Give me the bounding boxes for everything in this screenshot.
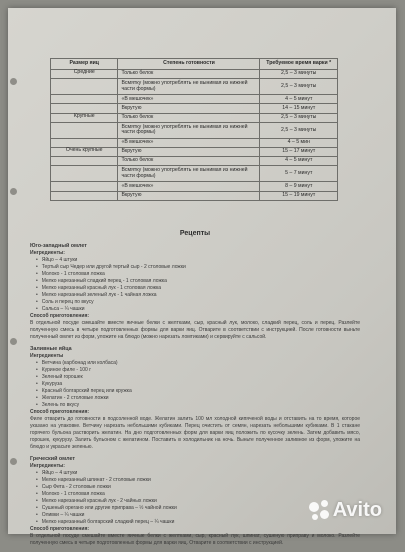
- ingredients-label: Ингредиенты: [30, 353, 64, 359]
- table-cell-size: [51, 104, 118, 113]
- ingredient-item: • Яйцо – 4 штуки: [36, 257, 360, 264]
- ingredient-item: • Мелко нарезанный красный лук - 1 столовая ложка: [36, 285, 360, 292]
- table-cell-size: [51, 79, 118, 95]
- ingredient-item: • Сыр Фета - 2 столовые ложки: [36, 484, 360, 491]
- table-row: [51, 95, 338, 104]
- table-cell-degree: «В мешочек»: [118, 95, 260, 104]
- recipe-title: Юго-западный омлет: [30, 243, 87, 249]
- ingredient-item: • Ветчина (карбонад или колбаса): [36, 360, 360, 367]
- table-cell-time: 15 – 19 минут: [260, 191, 338, 200]
- ingredient-item: • Красный болгарский перец или кружка: [36, 388, 360, 395]
- binder-hole: [10, 78, 17, 85]
- table-cell-size: Средние: [51, 70, 118, 79]
- ingredient-item: • Желатин - 2 столовые ложки: [36, 395, 360, 402]
- boiling-time-table: [50, 58, 338, 201]
- ingredient-item: • Сушеный орегано или другие приправа – ½ чайной ложки: [36, 505, 360, 512]
- ingredient-item: • Куриное филе - 100 г: [36, 367, 360, 374]
- ingredient-item: • Мелко нарезанный зеленый лук - 1 чайная ложка: [36, 292, 360, 299]
- ingredient-item: • Мелко нарезанный болгарский сладкий перец – ¼ чашки: [36, 519, 360, 526]
- ingredient-item: • Тертый сыр Чедер или другой тертый сыр - 2 столовые ложки: [36, 264, 360, 271]
- binder-holes: [10, 8, 20, 534]
- table-cell-time: 8 – 9 минут: [260, 182, 338, 191]
- ingredient-item: • Мелко нарезанный сладкий перец - 1 столовая ложка: [36, 278, 360, 285]
- ingredient-item: • Молоко - 1 столовая ложка: [36, 491, 360, 498]
- table-cell-time: 15 – 17 минут: [260, 147, 338, 156]
- recipe-title: Греческий омлет: [30, 456, 76, 462]
- ingredient-item: • Зелень по вкусу: [36, 402, 360, 409]
- table-cell-size: Очень крупные: [51, 147, 118, 156]
- paper-sheet: [8, 8, 396, 546]
- table-cell-degree: Вкрутую: [118, 147, 260, 156]
- ingredient-item: • Сальса – ¼ чашки: [36, 306, 360, 313]
- table-cell-size: [51, 191, 118, 200]
- recipe-title: Заливные яйца: [30, 346, 72, 352]
- ingredients-list: [30, 360, 360, 409]
- table-row: [51, 70, 338, 79]
- table-cell-time: 2,5 – 3 минуты: [260, 79, 338, 95]
- table-cell-degree: «В мешочек»: [118, 138, 260, 147]
- table-cell-degree: Вкрутую: [118, 104, 260, 113]
- table-cell-time: 4 – 5 мин: [260, 138, 338, 147]
- table-cell-degree: Всмятку (можно употреблять не вынимая из нижней части формы): [118, 122, 260, 138]
- column-header: Размер яиц: [51, 59, 118, 70]
- watermark-text: Avito: [332, 499, 382, 521]
- recipe-block: [30, 346, 360, 451]
- table-cell-degree: Только белок: [118, 113, 260, 122]
- ingredients-label: Ингредиенты:: [30, 463, 65, 469]
- table-row: [51, 113, 338, 122]
- table-row: [51, 104, 338, 113]
- table-cell-degree: Всмятку (можно употреблять не вынимая из нижней части формы): [118, 79, 260, 95]
- ingredient-item: • Оливки – ¼ чашки: [36, 512, 360, 519]
- table-row: [51, 166, 338, 182]
- table-cell-size: [51, 166, 118, 182]
- table-cell-time: 14 – 15 минут: [260, 104, 338, 113]
- table-cell-degree: Только белок: [118, 70, 260, 79]
- table-cell-size: [51, 122, 118, 138]
- table-cell-degree: Только белок: [118, 157, 260, 166]
- column-header: Степень готовности: [118, 59, 260, 70]
- avito-dots-icon: [308, 500, 330, 522]
- table-row: [51, 79, 338, 95]
- table-row: [51, 191, 338, 200]
- ingredients-list: [30, 257, 360, 313]
- recipes-title: Рецепты: [179, 230, 211, 237]
- ingredient-item: • Молоко - 1 столовая ложка: [36, 271, 360, 278]
- ingredient-item: • Мелко нарезанный шпинат - 2 столовые ложки: [36, 477, 360, 484]
- table-cell-size: [51, 157, 118, 166]
- ingredient-item: • Мелко нарезанный красный лук - 2 чайных ложки: [36, 498, 360, 505]
- table-cell-time: 4 – 5 минут: [260, 95, 338, 104]
- table-cell-degree: Вкрутую: [118, 191, 260, 200]
- table-cell-time: 2,5 – 3 минуты: [260, 113, 338, 122]
- binder-hole: [10, 458, 17, 465]
- ingredient-item: • Яйцо – 4 штуки: [36, 470, 360, 477]
- table-cell-time: 4 – 5 минут: [260, 157, 338, 166]
- ingredient-item: • Зеленый горошек: [36, 374, 360, 381]
- table-header-row: [51, 59, 338, 70]
- ingredient-item: • Кукуруза: [36, 381, 360, 388]
- method-text: В отдельной посуде смешайте вместе яичные белки с желтками, сыр, красный лук, шпинат, сушеную приправу и молоко. Разлейте полученную смесь в четыре подготовленных формы для варки яиц. Отварите в соответствии с инструкцией.: [30, 533, 360, 546]
- table-cell-size: Крупные: [51, 113, 118, 122]
- method-text: Филе отварить до готовности в подсоленной воде. Желатин залить 100 мл холодной кипяченой воды и отставить на то время, которое указано на упаковке. Ветчину нарезать небольшими кубиками. Перец очистить от семян, нарезать небольшими кубиками. В 1 стакане горячего бульона растворить желатин. На дно подготовленных форм для варки яиц положить по кусочку зелень. Затем добавить мясо, горошек, кукурузу. Залить бульоном с желатином. Поставить в холодильник на ночь. Выньте полученное заливное из форм, уложите на блюдо и украсьте зеленью.: [30, 416, 360, 450]
- method-label: Способ приготовления:: [30, 409, 90, 415]
- table-row: [51, 147, 338, 156]
- table-row: [51, 182, 338, 191]
- method-label: Способ приготовления:: [30, 313, 90, 319]
- method-label: Способ приготовления:: [30, 526, 90, 532]
- table-cell-degree: Всмятку (можно употреблять не вынимая из нижней части формы): [118, 166, 260, 182]
- table-cell-time: 2,5 – 3 минуты: [260, 70, 338, 79]
- table-cell-size: [51, 182, 118, 191]
- column-header: Требуемое время варки *: [260, 59, 338, 70]
- binder-hole: [10, 338, 17, 345]
- table-cell-time: 2,5 – 3 минуты: [260, 122, 338, 138]
- method-text: В отдельной посуде смешайте вместе яичные белки с желтками, сыр, красный лук, молоко, сладкий перец, соль и перец. Разлейте полученную смесь в четыре подготовленных формы для варки яиц. Отварите в соответствии с инструкцией. После готовности выньте полученный омлет из форм, уложите на блюдо (можно нарезать ломтиками) и сервируйте с сальсой.: [30, 320, 360, 340]
- table-row: [51, 122, 338, 138]
- table-cell-degree: «В мешочек»: [118, 182, 260, 191]
- binder-hole: [10, 188, 17, 195]
- avito-watermark: [308, 499, 382, 522]
- recipe-block: [30, 243, 360, 341]
- table-row: [51, 157, 338, 166]
- ingredients-label: Ингредиенты:: [30, 250, 65, 256]
- table-cell-size: [51, 95, 118, 104]
- table-cell-time: 5 – 7 минут: [260, 166, 338, 182]
- ingredient-item: • Соль и перец по вкусу: [36, 299, 360, 306]
